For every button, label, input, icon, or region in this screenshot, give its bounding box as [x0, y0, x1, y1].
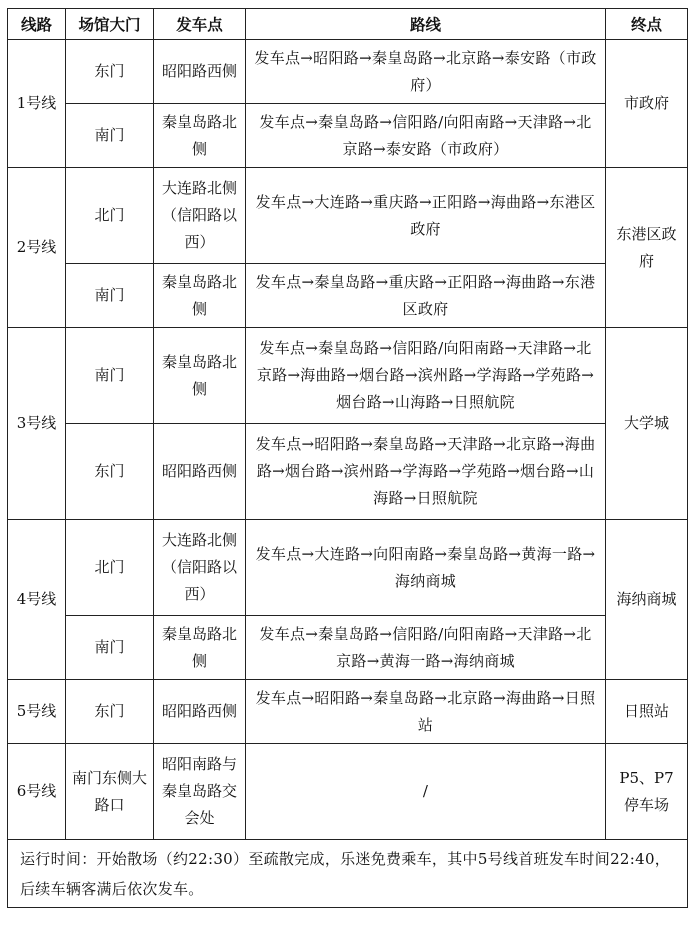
gate-cell: 东门 [66, 424, 154, 520]
table-row [8, 328, 688, 424]
header-line: 线路 [8, 9, 66, 40]
note-row [8, 840, 688, 908]
table-row [8, 744, 688, 840]
gate-cell: 南门 [66, 328, 154, 424]
table-row [8, 424, 688, 520]
operation-time-note: 运行时间：开始散场（约22:30）至疏散完成，乐迷免费乘车，其中5号线首班发车时间22:40，后续车辆客满后依次发车。 [8, 840, 688, 908]
start-cell: 秦皇岛路北侧 [154, 328, 246, 424]
gate-cell: 南门 [66, 616, 154, 680]
route-cell: 发车点→秦皇岛路→重庆路→正阳路→海曲路→东港区政府 [246, 264, 606, 328]
header-terminal: 终点 [606, 9, 688, 40]
table-row [8, 680, 688, 744]
table-row [8, 520, 688, 616]
route-cell: 发车点→大连路→向阳南路→秦皇岛路→黄海一路→海纳商城 [246, 520, 606, 616]
terminal-cell: 大学城 [606, 328, 688, 520]
start-cell: 昭阳路西侧 [154, 424, 246, 520]
route-cell: 发车点→秦皇岛路→信阳路/向阳南路→天津路→北京路→海曲路→烟台路→滨州路→学海路→学苑路→烟台路→山海路→日照航院 [246, 328, 606, 424]
start-cell: 秦皇岛路北侧 [154, 616, 246, 680]
gate-cell: 南门东侧大路口 [66, 744, 154, 840]
bus-route-table [7, 8, 688, 908]
terminal-cell: 日照站 [606, 680, 688, 744]
terminal-cell: 海纳商城 [606, 520, 688, 680]
terminal-cell: 东港区政府 [606, 168, 688, 328]
gate-cell: 南门 [66, 264, 154, 328]
gate-cell: 北门 [66, 168, 154, 264]
route-cell: 发车点→秦皇岛路→信阳路/向阳南路→天津路→北京路→泰安路（市政府） [246, 104, 606, 168]
start-cell: 秦皇岛路北侧 [154, 264, 246, 328]
table-row [8, 616, 688, 680]
gate-cell: 东门 [66, 680, 154, 744]
start-cell: 秦皇岛路北侧 [154, 104, 246, 168]
route-cell: / [246, 744, 606, 840]
gate-cell: 东门 [66, 40, 154, 104]
line-cell: 1号线 [8, 40, 66, 168]
route-cell: 发车点→秦皇岛路→信阳路/向阳南路→天津路→北京路→黄海一路→海纳商城 [246, 616, 606, 680]
start-cell: 昭阳南路与秦皇岛路交会处 [154, 744, 246, 840]
route-cell: 发车点→昭阳路→秦皇岛路→天津路→北京路→海曲路→烟台路→滨州路→学海路→学苑路→烟台路→山海路→日照航院 [246, 424, 606, 520]
line-cell: 6号线 [8, 744, 66, 840]
line-cell: 4号线 [8, 520, 66, 680]
table-row [8, 168, 688, 264]
header-route: 路线 [246, 9, 606, 40]
start-cell: 大连路北侧（信阳路以西） [154, 520, 246, 616]
gate-cell: 南门 [66, 104, 154, 168]
header-start: 发车点 [154, 9, 246, 40]
gate-cell: 北门 [66, 520, 154, 616]
start-cell: 昭阳路西侧 [154, 680, 246, 744]
terminal-cell: P5、P7停车场 [606, 744, 688, 840]
line-cell: 3号线 [8, 328, 66, 520]
start-cell: 大连路北侧（信阳路以西） [154, 168, 246, 264]
table-row [8, 104, 688, 168]
line-cell: 5号线 [8, 680, 66, 744]
route-cell: 发车点→大连路→重庆路→正阳路→海曲路→东港区政府 [246, 168, 606, 264]
table-row [8, 264, 688, 328]
route-cell: 发车点→昭阳路→秦皇岛路→北京路→泰安路（市政府） [246, 40, 606, 104]
table-header-row [8, 9, 688, 40]
line-cell: 2号线 [8, 168, 66, 328]
header-gate: 场馆大门 [66, 9, 154, 40]
start-cell: 昭阳路西侧 [154, 40, 246, 104]
table-row [8, 40, 688, 104]
route-cell: 发车点→昭阳路→秦皇岛路→北京路→海曲路→日照站 [246, 680, 606, 744]
terminal-cell: 市政府 [606, 40, 688, 168]
